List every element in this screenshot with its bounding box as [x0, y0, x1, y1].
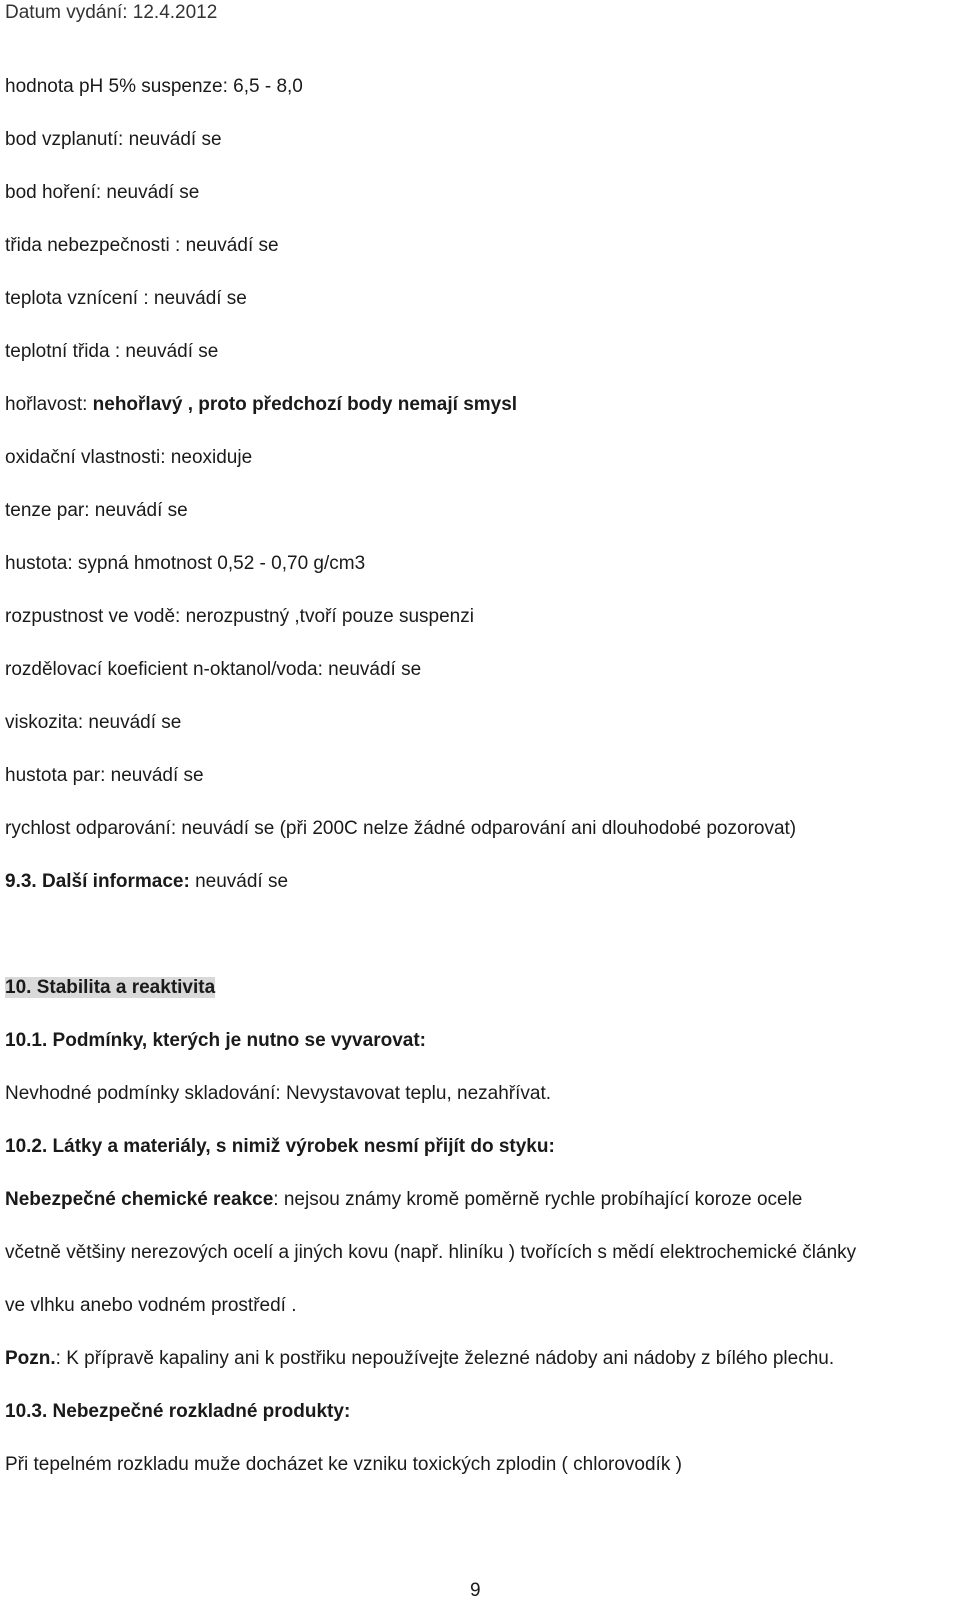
section-10-1-text: Nevhodné podmínky skladování: Nevystavovat teplu, nezahřívat.: [5, 1083, 552, 1104]
section-10-1-heading: 10.1. Podmínky, kterých je nutno se vyvarovat:: [5, 1030, 426, 1051]
property-vapour-pressure: tenze par: neuvádí se: [5, 500, 188, 521]
section-10-2-note: [5, 1348, 834, 1370]
section-9-3: [5, 871, 288, 893]
property-vapour-density: hustota par: neuvádí se: [5, 765, 204, 786]
flammability-value: nehořlavý , proto předchozí body nemají smysl: [92, 394, 518, 415]
property-burning-point: bod hoření: neuvádí se: [5, 182, 200, 203]
section-10-3-heading: 10.3. Nebezpečné rozkladné produkty:: [5, 1401, 351, 1422]
reactions-text: : nejsou známy kromě poměrně rychle probíhající koroze ocele: [273, 1189, 803, 1210]
section-10-2-reactions-line1: [5, 1189, 802, 1211]
property-density: hustota: sypná hmotnost 0,52 - 0,70 g/cm3: [5, 553, 366, 574]
issue-date: Datum vydání: 12.4.2012: [5, 2, 218, 23]
property-partition-coefficient: rozdělovací koeficient n-oktanol/voda: neuvádí se: [5, 659, 422, 680]
flammability-label: hořlavost:: [5, 394, 93, 415]
section-9-3-heading: 9.3. Další informace:: [5, 871, 190, 892]
property-flash-point: bod vzplanutí: neuvádí se: [5, 129, 222, 150]
note-label: Pozn.: [5, 1348, 56, 1369]
property-hazard-class: třida nebezpečnosti : neuvádí se: [5, 235, 279, 256]
property-evaporation-rate: rychlost odparování: neuvádí se (při 200C nelze žádné odparování ani dlouhodobé pozorovat): [5, 818, 797, 839]
property-ph: hodnota pH 5% suspenze: 6,5 - 8,0: [5, 76, 303, 97]
property-oxidizing: oxidační vlastnosti: neoxiduje: [5, 447, 253, 468]
section-10-heading: [5, 977, 215, 999]
section-10-2-heading: 10.2. Látky a materiály, s nimiž výrobek nesmí přijít do styku:: [5, 1136, 555, 1157]
property-flammability: [5, 394, 517, 416]
property-viscosity: viskozita: neuvádí se: [5, 712, 182, 733]
section-10-3-text: Při tepelném rozkladu muže docházet ke vzniku toxických zplodin ( chlorovodík ): [5, 1454, 682, 1475]
section-10-title: 10. Stabilita a reaktivita: [5, 977, 216, 998]
property-temperature-class: teplotní třida : neuvádí se: [5, 341, 219, 362]
section-10-2-reactions-line2: včetně většiny nerezových ocelí a jiných kovu (např. hliníku ) tvořících s mědí elektrochemické články: [5, 1242, 857, 1263]
page-number: 9: [470, 1580, 481, 1601]
property-ignition-temperature: teplota vznícení : neuvádí se: [5, 288, 247, 309]
reactions-label: Nebezpečné chemické reakce: [5, 1189, 274, 1210]
property-solubility: rozpustnost ve vodě: nerozpustný ,tvoří pouze suspenzi: [5, 606, 474, 627]
section-10-2-reactions-line3: ve vlhku anebo vodném prostředí .: [5, 1295, 297, 1316]
note-text: : K přípravě kapaliny ani k postřiku nepoužívejte železné nádoby ani nádoby z bílého plechu.: [55, 1348, 835, 1369]
section-9-3-value: neuvádí se: [189, 871, 289, 892]
